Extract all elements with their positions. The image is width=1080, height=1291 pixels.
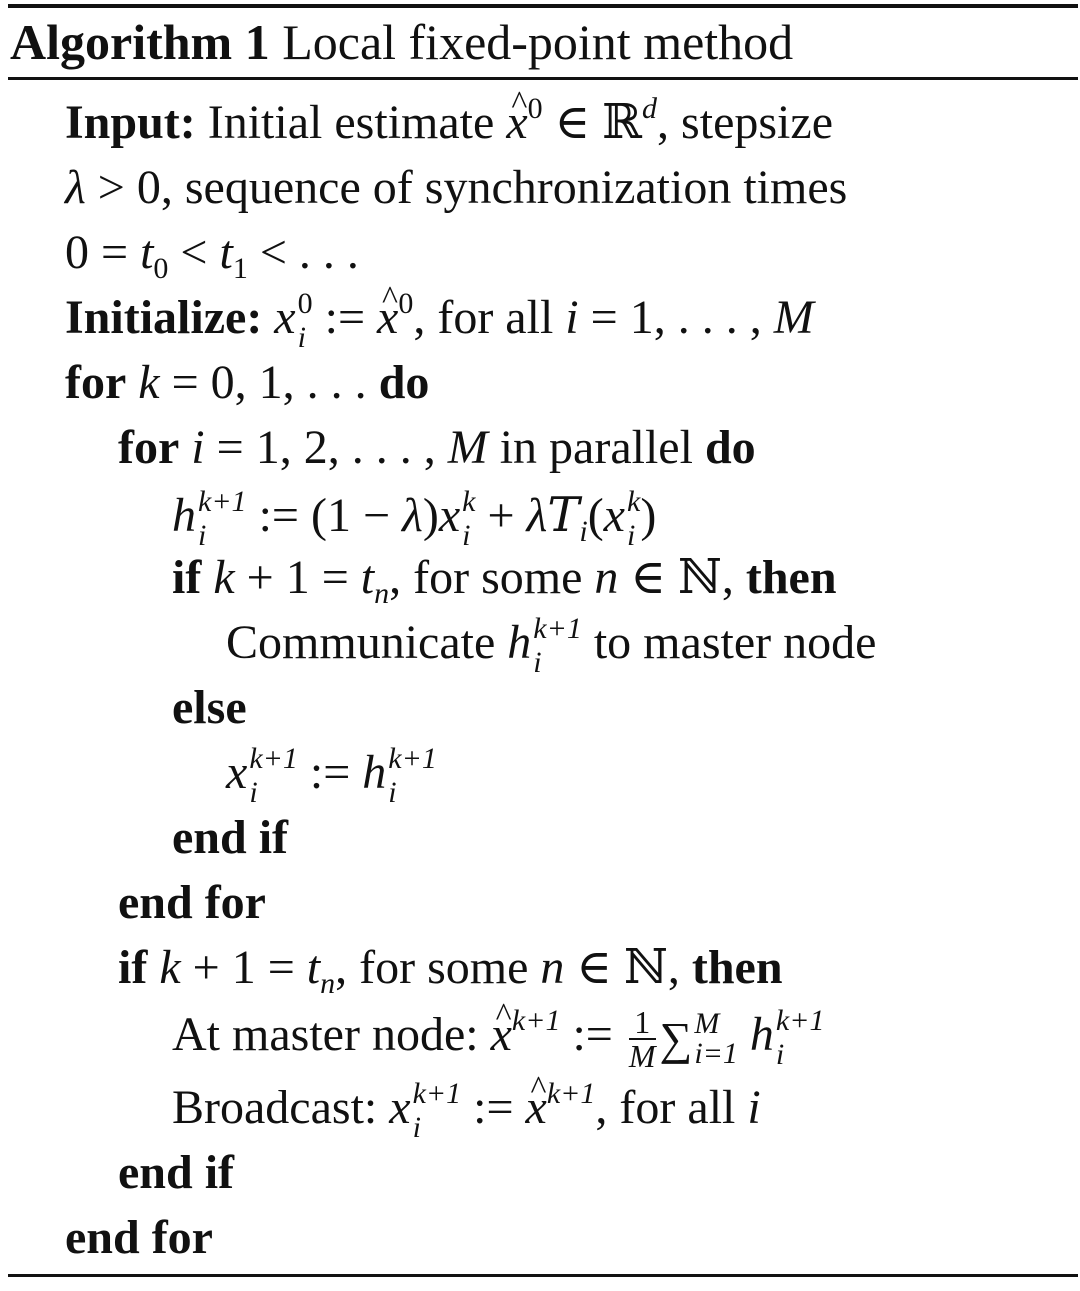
math-in: ∈ (554, 96, 591, 149)
for-some-text: , for some (335, 941, 529, 994)
line-input-1 (65, 93, 833, 153)
line-end-for-outer (65, 1208, 213, 1268)
line-if-sync: if $k + 1 = t_n$, for some n ∈ ℕ, then (172, 551, 837, 610)
then-keyword: then (691, 941, 783, 994)
for-all-i-text: , for all (595, 1081, 736, 1134)
end-for-keyword: end for (118, 876, 266, 929)
end-if-keyword: end if (172, 811, 289, 864)
for-all-text: , for all (413, 291, 554, 344)
line-initialize: Initialize: x 0 i := x ^$^0$, for all i = 1, . . . , M (65, 288, 814, 355)
line-h-update: h k+1 i := (1 − λ)x k i + $\lambda T_i(x$ k i ) (172, 484, 657, 552)
top-rule (8, 4, 1078, 8)
math-xhat: x ^ (506, 93, 527, 153)
algorithm-name: Local fixed-point method (282, 14, 794, 70)
bottom-rule (8, 1274, 1078, 1277)
then-keyword: then (745, 551, 837, 604)
line-broadcast: Broadcast: x k+1 i := x ^$^{k+1}$, for all i (172, 1078, 761, 1145)
line-for-k: for k = 0, 1, . . . do (65, 356, 430, 409)
sum-symbol: ∑ (659, 1012, 693, 1064)
math-lambda: λ (65, 161, 86, 214)
fraction-1-over-M: $\frac{1}{M}$ (628, 1003, 656, 1074)
input-keyword: Input: (65, 96, 196, 149)
line-x-assign: x k+1 i := h k+1 i (226, 741, 437, 809)
math-sup: d (642, 92, 658, 125)
line-end-for-inner (118, 873, 266, 933)
broadcast-text: Broadcast: (172, 1081, 378, 1134)
line-end-if-inner (172, 808, 288, 868)
do-keyword: do (378, 356, 430, 409)
math-R: ℝ (602, 96, 643, 149)
initialize-keyword: Initialize: (65, 291, 263, 344)
line-else (172, 678, 247, 738)
line-master-node: At master node: x ^$^{k+1}$ := $\frac{1}{M}$ ∑ M i=1 h k+1 i (172, 1005, 824, 1072)
for-keyword: for (65, 356, 127, 409)
communicate-text: Communicate (226, 616, 496, 669)
for-keyword: for (118, 421, 180, 474)
header-rule (8, 77, 1078, 80)
in-parallel-text: in parallel (499, 421, 693, 474)
end-if-keyword: end if (118, 1146, 235, 1199)
at-master-text: At master node: (172, 1008, 479, 1061)
line-input-2: λ > 0, sequence of synchronization times (65, 161, 848, 214)
for-some-text: , for some (389, 551, 583, 604)
to-master-text: to master node (593, 616, 877, 669)
line-input-3: $0 = t_0 < t_1$ < . . . (65, 226, 359, 285)
algorithm-label: Algorithm 1 (10, 14, 270, 70)
else-keyword: else (172, 681, 247, 734)
stepsize-text: , stepsize (657, 96, 833, 149)
line-for-i: for i = 1, 2, . . . , M in parallel do (118, 421, 756, 474)
algorithm-title (10, 12, 793, 72)
input-text: Initial estimate (207, 96, 495, 149)
line-end-if-outer (118, 1143, 234, 1203)
line-if-outer: if $k + 1 = t_n$, for some n ∈ ℕ, then (118, 941, 783, 1000)
math-sup: 0 (527, 92, 543, 125)
end-for-keyword: end for (65, 1211, 213, 1264)
if-keyword: if (172, 551, 202, 604)
if-keyword: if (118, 941, 148, 994)
sequence-text: , sequence of synchronization times (160, 161, 848, 214)
line-communicate: Communicate h k+1 i to master node (226, 611, 877, 679)
do-keyword: do (704, 421, 756, 474)
